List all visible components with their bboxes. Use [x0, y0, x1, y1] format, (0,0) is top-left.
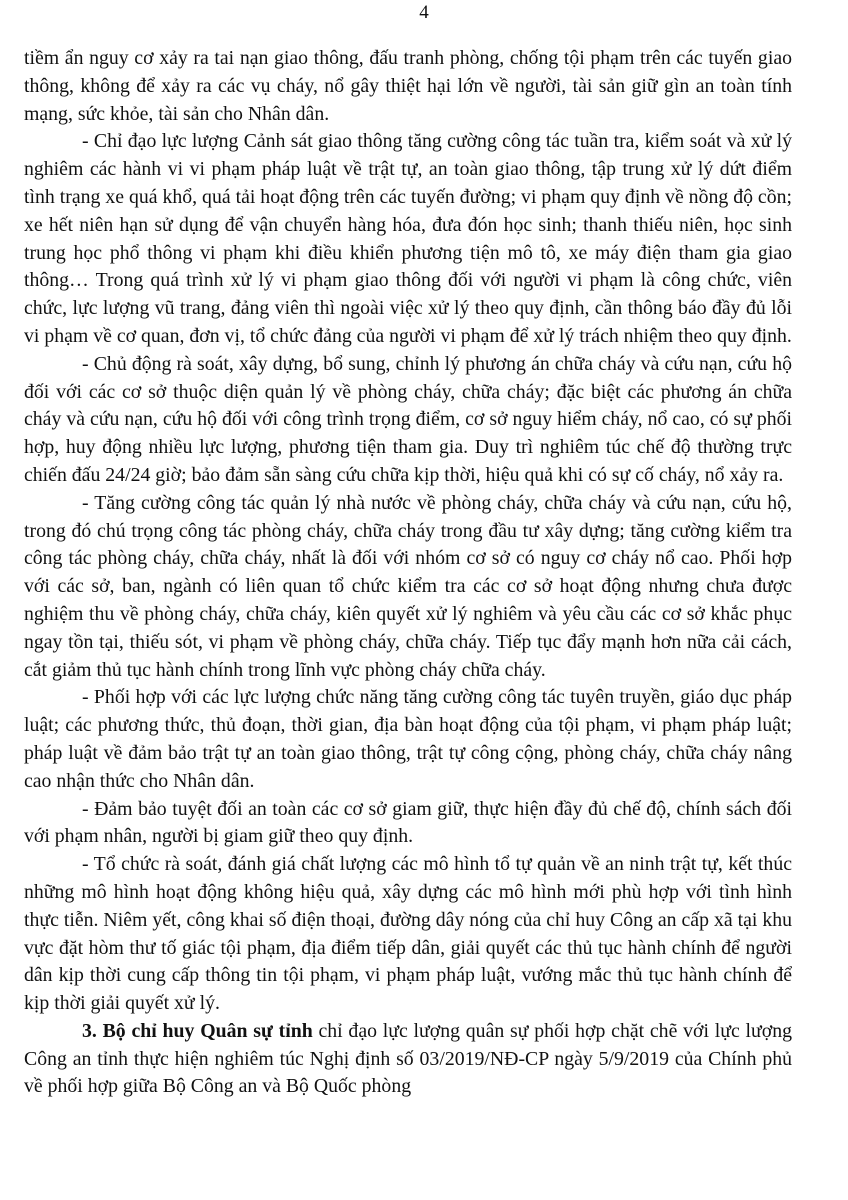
document-body [24, 45, 792, 1101]
paragraph-detention-safety: - Đảm bảo tuyệt đối an toàn các cơ sở giam giữ, thực hiện đầy đủ chế độ, chính sách đối với phạm nhân, người bị giam giữ theo quy định. [24, 797, 792, 848]
paragraph-traffic-police: - Chỉ đạo lực lượng Cảnh sát giao thông tăng cường công tác tuần tra, kiểm soát và xử lý nghiêm các hành vi vi phạm pháp luật về trật tự, an toàn giao thông, tập trung xử lý dứt điểm tình trạng xe quá khổ, quá tải hoạt động trên các tuyến đường; vi phạm quy định về nồng độ cồn; xe hết niên hạn sử dụng để vận chuyển hàng hóa, đưa đón học sinh; thanh thiếu niên, học sinh trung học phổ thông vi phạm khi điều khiển phương tiện mô tô, xe máy điện tham gia giao thông… Trong quá trình xử lý vi phạm giao thông đối với người vi phạm là công chức, viên chức, lực lượng vũ trang, đảng viên thì ngoài việc xử lý theo quy định, cần thông báo đầy đủ lỗi vi phạm về cơ quan, đơn vị, tổ chức đảng của người vi phạm để xử lý trách nhiệm theo quy định. [24, 130, 792, 347]
paragraph-military-command [24, 1018, 792, 1101]
paragraph-military-command-text: chỉ đạo lực lượng quân sự phối hợp chặt chẽ với lực lượng Công an tỉnh thực hiện nghiêm túc Nghị định số 03/2019/NĐ-CP ngày 5/9/2019 của Chính phủ về phối hợp giữa Bộ Công an và Bộ Quốc phòng [24, 1019, 792, 1098]
paragraph-continuation: tiềm ẩn nguy cơ xảy ra tai nạn giao thông, đấu tranh phòng, chống tội phạm trên các tuyến giao thông, không để xảy ra các vụ cháy, nổ gây thiệt hại lớn về người, tài sản giữ gìn an toàn tính mạng, sức khỏe, tài sản cho Nhân dân. [24, 47, 792, 125]
paragraph-fire-management: - Tăng cường công tác quản lý nhà nước về phòng cháy, chữa cháy và cứu nạn, cứu hộ, trong đó chú trọng công tác phòng cháy, chữa cháy trong đầu tư xây dựng; tăng cường kiểm tra công tác phòng cháy, chữa cháy, nhất là đối với nhóm cơ sở có nguy cơ cháy nổ cao. Phối hợp với các sở, ban, ngành có liên quan tổ chức kiểm tra các cơ sở hoạt động nhưng chưa được nghiệm thu về phòng cháy, chữa cháy, kiên quyết xử lý nghiêm và yêu cầu các cơ sở khắc phục ngay tồn tại, thiếu sót, vi phạm về phòng cháy, chữa cháy. Tiếp tục đẩy mạnh hơn nữa cải cách, cắt giảm thủ tục hành chính trong lĩnh vực phòng cháy chữa cháy. [24, 491, 792, 681]
paragraph-self-management-models: - Tổ chức rà soát, đánh giá chất lượng các mô hình tổ tự quản về an ninh trật tự, kết thúc những mô hình hoạt động không hiệu quả, xây dựng các mô hình mới phù hợp với tình hình thực tiễn. Niêm yết, công khai số điện thoại, đường dây nóng của chỉ huy Công an cấp xã tại khu vực đặt hòm thư tố giác tội phạm, địa điểm tiếp dân, giải quyết các thủ tục hành chính để người dân kịp thời cung cấp thông tin tội phạm, vi phạm pháp luật, vướng mắc thủ tục hành chính để kịp thời giải quyết xử lý. [24, 853, 792, 1015]
paragraph-legal-education: - Phối hợp với các lực lượng chức năng tăng cường công tác tuyên truyền, giáo dục pháp luật; các phương thức, thủ đoạn, thời gian, địa bàn hoạt động của tội phạm, vi phạm pháp luật; pháp luật về đảm bảo trật tự an toàn giao thông, trật tự công cộng, phòng cháy, chữa cháy nâng cao nhận thức cho Nhân dân. [24, 686, 792, 792]
section-heading-military-command: 3. Bộ chỉ huy Quân sự tỉnh [82, 1019, 313, 1042]
paragraph-firefighting-plans: - Chủ động rà soát, xây dựng, bổ sung, chỉnh lý phương án chữa cháy và cứu nạn, cứu hộ đối với các cơ sở thuộc diện quản lý về phòng cháy, chữa cháy; đặc biệt các phương án chữa cháy và cứu nạn, cứu hộ đối với công trình trọng điểm, cơ sở nguy hiểm cháy, nổ cao, có sự phối hợp, huy động nhiều lực lượng, phương tiện tham gia. Duy trì nghiêm túc chế độ thường trực chiến đấu 24/24 giờ; bảo đảm sẵn sàng cứu chữa kịp thời, hiệu quả khi có sự cố cháy, nổ xảy ra. [24, 352, 792, 486]
page-number: 4 [419, 2, 429, 23]
